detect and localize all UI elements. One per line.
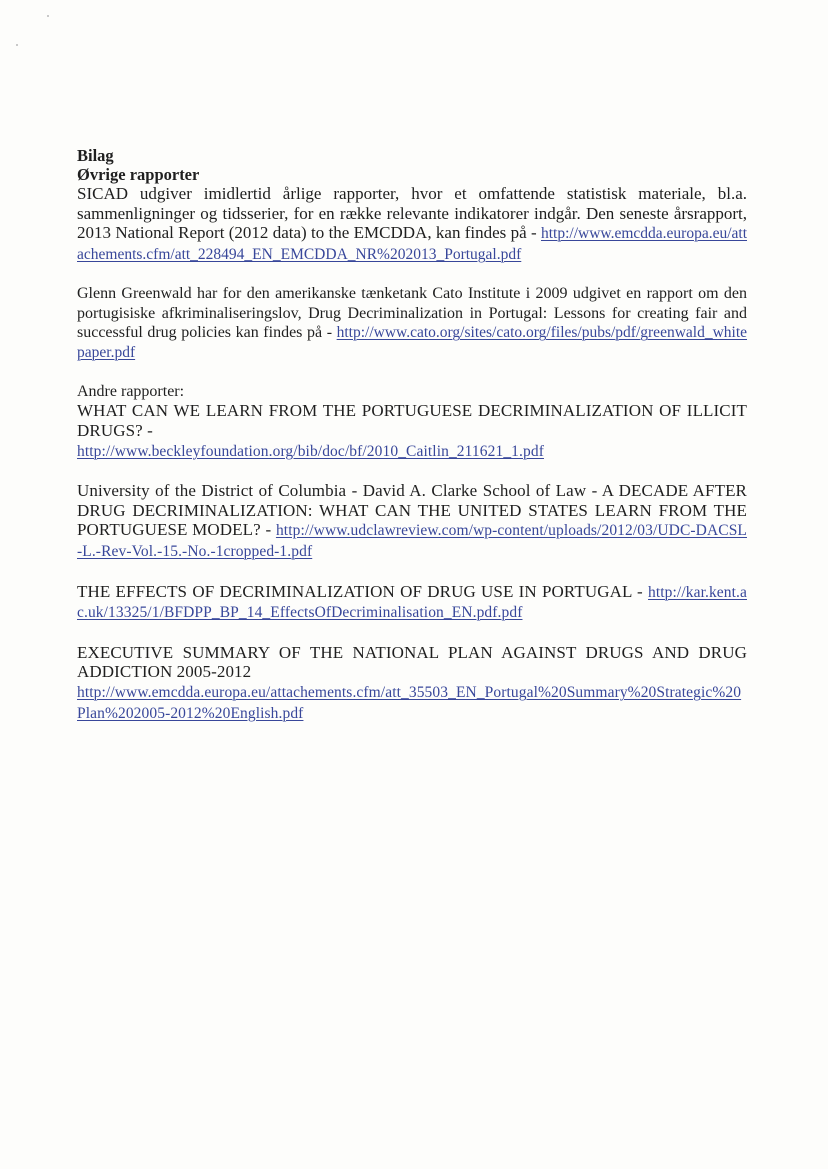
greenwald-text: Glenn Greenwald har for den amerikanske tænketank Cato Institute i 2009 udgivet en rapport om den portugisiske afkriminaliseringslov, Drug Decriminalization in Portugal: Lessons for creating fair and successful drug policies kan findes på - bbox=[77, 285, 747, 342]
executive-summary-title: EXECUTIVE SUMMARY OF THE NATIONAL PLAN AGAINST DRUGS AND DRUG ADDICTION 2005-2012 bbox=[77, 642, 747, 682]
cato-report-link[interactable]: http://www.cato.org/sites/cato.org/files/pubs/pdf/greenwald_whitepaper.pdf bbox=[77, 324, 748, 361]
document-body bbox=[77, 146, 747, 723]
emcdda-report-link[interactable]: http://www.emcdda.europa.eu/attachements.cfm/att_228494_EN_EMCDDA_NR%202013_Portugal.pdf bbox=[77, 225, 748, 263]
sicad-text: SICAD udgiver imidlertid årlige rapporter, hvor et omfattende statistisk materiale, bl.a. sammenligninger og tidsserier, for en række relevante indikatorer indgår. Den seneste årsrapport, 2013 National Report (2012 data) to the EMCDDA, kan findes på - bbox=[77, 184, 747, 243]
beckley-title: WHAT CAN WE LEARN FROM THE PORTUGUESE DECRIMINALIZATION OF ILLICIT DRUGS? - bbox=[77, 401, 747, 440]
udc-paragraph bbox=[77, 481, 747, 561]
kent-report-link[interactable]: http://kar.kent.ac.uk/13325/1/BFDPP_BP_14_EffectsOfDecriminalisation_EN.pdf.pdf bbox=[77, 583, 747, 622]
scan-speck bbox=[47, 15, 49, 17]
beckley-report-link[interactable]: http://www.beckleyfoundation.org/bib/doc/bf/2010_Caitlin_211621_1.pdf bbox=[77, 442, 544, 460]
kent-paragraph bbox=[77, 582, 747, 623]
udc-title: University of the District of Columbia - David A. Clarke School of Law - A DECADE AFTER DRUG DECRIMINALIZATION: WHAT CAN THE UNITED STATES LEARN FROM THE PORTUGUESE MODEL? - bbox=[77, 481, 747, 540]
section-heading: Øvrige rapporter bbox=[77, 165, 200, 184]
sicad-paragraph bbox=[77, 184, 747, 264]
kent-title: THE EFFECTS OF DECRIMINALIZATION OF DRUG USE IN PORTUGAL - bbox=[77, 581, 643, 601]
udc-report-link[interactable]: http://www.udclawreview.com/wp-content/uploads/2012/03/UDC-DACSL-L.-Rev-Vol.-15.-No.-1cropped-1.pdf bbox=[77, 522, 747, 560]
appendix-title: Bilag bbox=[77, 146, 114, 165]
other-reports bbox=[77, 382, 747, 461]
scan-speck bbox=[16, 44, 18, 46]
executive-summary-paragraph bbox=[77, 643, 747, 723]
greenwald-paragraph bbox=[77, 284, 747, 362]
executive-summary-link[interactable]: http://www.emcdda.europa.eu/attachements.cfm/att_35503_EN_Portugal%20Summary%20Strategic%20Plan%202005-2012%20English.pdf bbox=[77, 683, 742, 722]
beckley-paragraph bbox=[77, 401, 747, 461]
other-reports-label: Andre rapporter: bbox=[77, 383, 185, 400]
